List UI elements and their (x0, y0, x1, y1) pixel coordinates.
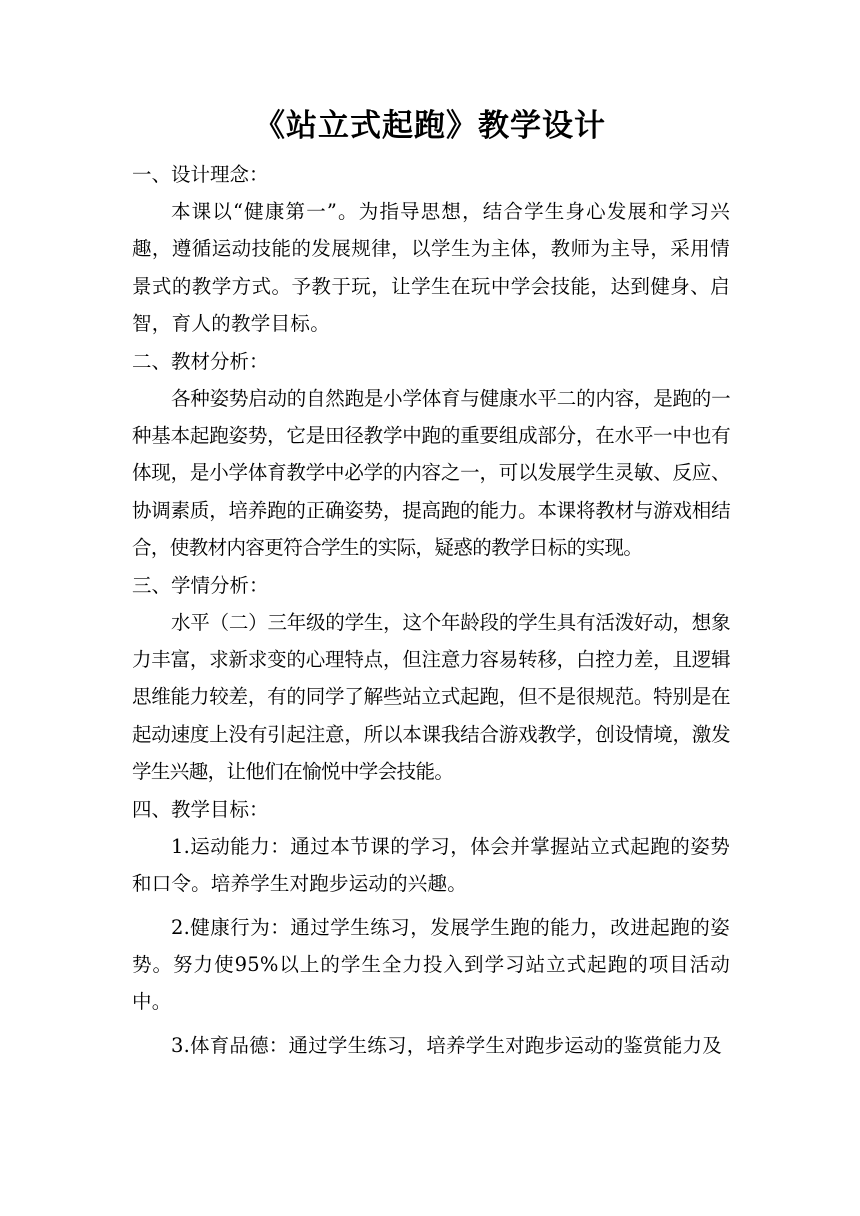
goal-item: 1.运动能力：通过本节课的学习，体会并掌握站立式起跑的姿势和口令。培养学生对跑步运动的兴趣。 (132, 834, 730, 896)
section-heading: 二、教材分析： (132, 349, 269, 373)
document-title: 《站立式起跑》教学设计 (254, 108, 606, 144)
document-body (132, 156, 730, 1070)
goal-item: 3.体育品德：通过学生练习，培养学生对跑步运动的鉴赏能力及 (171, 1033, 722, 1057)
section-heading: 四、教学目标： (132, 797, 269, 821)
section-paragraph: 各种姿势启动的自然跑是小学体育与健康水平二的内容，是跑的一种基本起跑姿势，它是田径教学中跑的重要组成部分，在水平一中也有体现，是小学体育教学中必学的内容之一，可以发展学生灵敏、反应、协调素质，培养跑的正确姿势，提高跑的能力。本课将教材与游戏相结合，使教材内容更符合学生的实际，疑惑的教学日标的实现。 (132, 386, 730, 560)
goal-item: 2.健康行为：通过学生练习，发展学生跑的能力，改进起跑的姿势。努力使95%以上的学生全力投入到学习站立式起跑的项目活动中。 (132, 915, 730, 1014)
section-material-analysis (132, 343, 730, 567)
section-paragraph: 水平（二）三年级的学生，这个年龄段的学生具有活泼好动，想象力丰富，求新求变的心理特点，但注意力容易转移，白控力差，且逻辑思维能力较差，有的同学了解些站立式起跑，但不是很规范。特别是在起动速度上没有引起注意，所以本课我结合游戏教学，创设情境，激发学生兴趣，让他们在愉悦中学会技能。 (132, 610, 730, 784)
section-teaching-goals (132, 791, 730, 1064)
section-design-concept (132, 156, 730, 343)
section-heading: 三、学情分析： (132, 573, 269, 597)
section-heading: 一、设计理念： (132, 163, 269, 186)
section-student-analysis (132, 567, 730, 791)
section-paragraph: 本课以“健康第一”。为指导思想，结合学生身心发展和学习兴趣，遵循运动技能的发展规律，以学生为主体，教师为主导，采用情景式的教学方式。予教于玩，让学生在玩中学会技能，达到健身、启智，育人的教学目标。 (132, 200, 730, 336)
